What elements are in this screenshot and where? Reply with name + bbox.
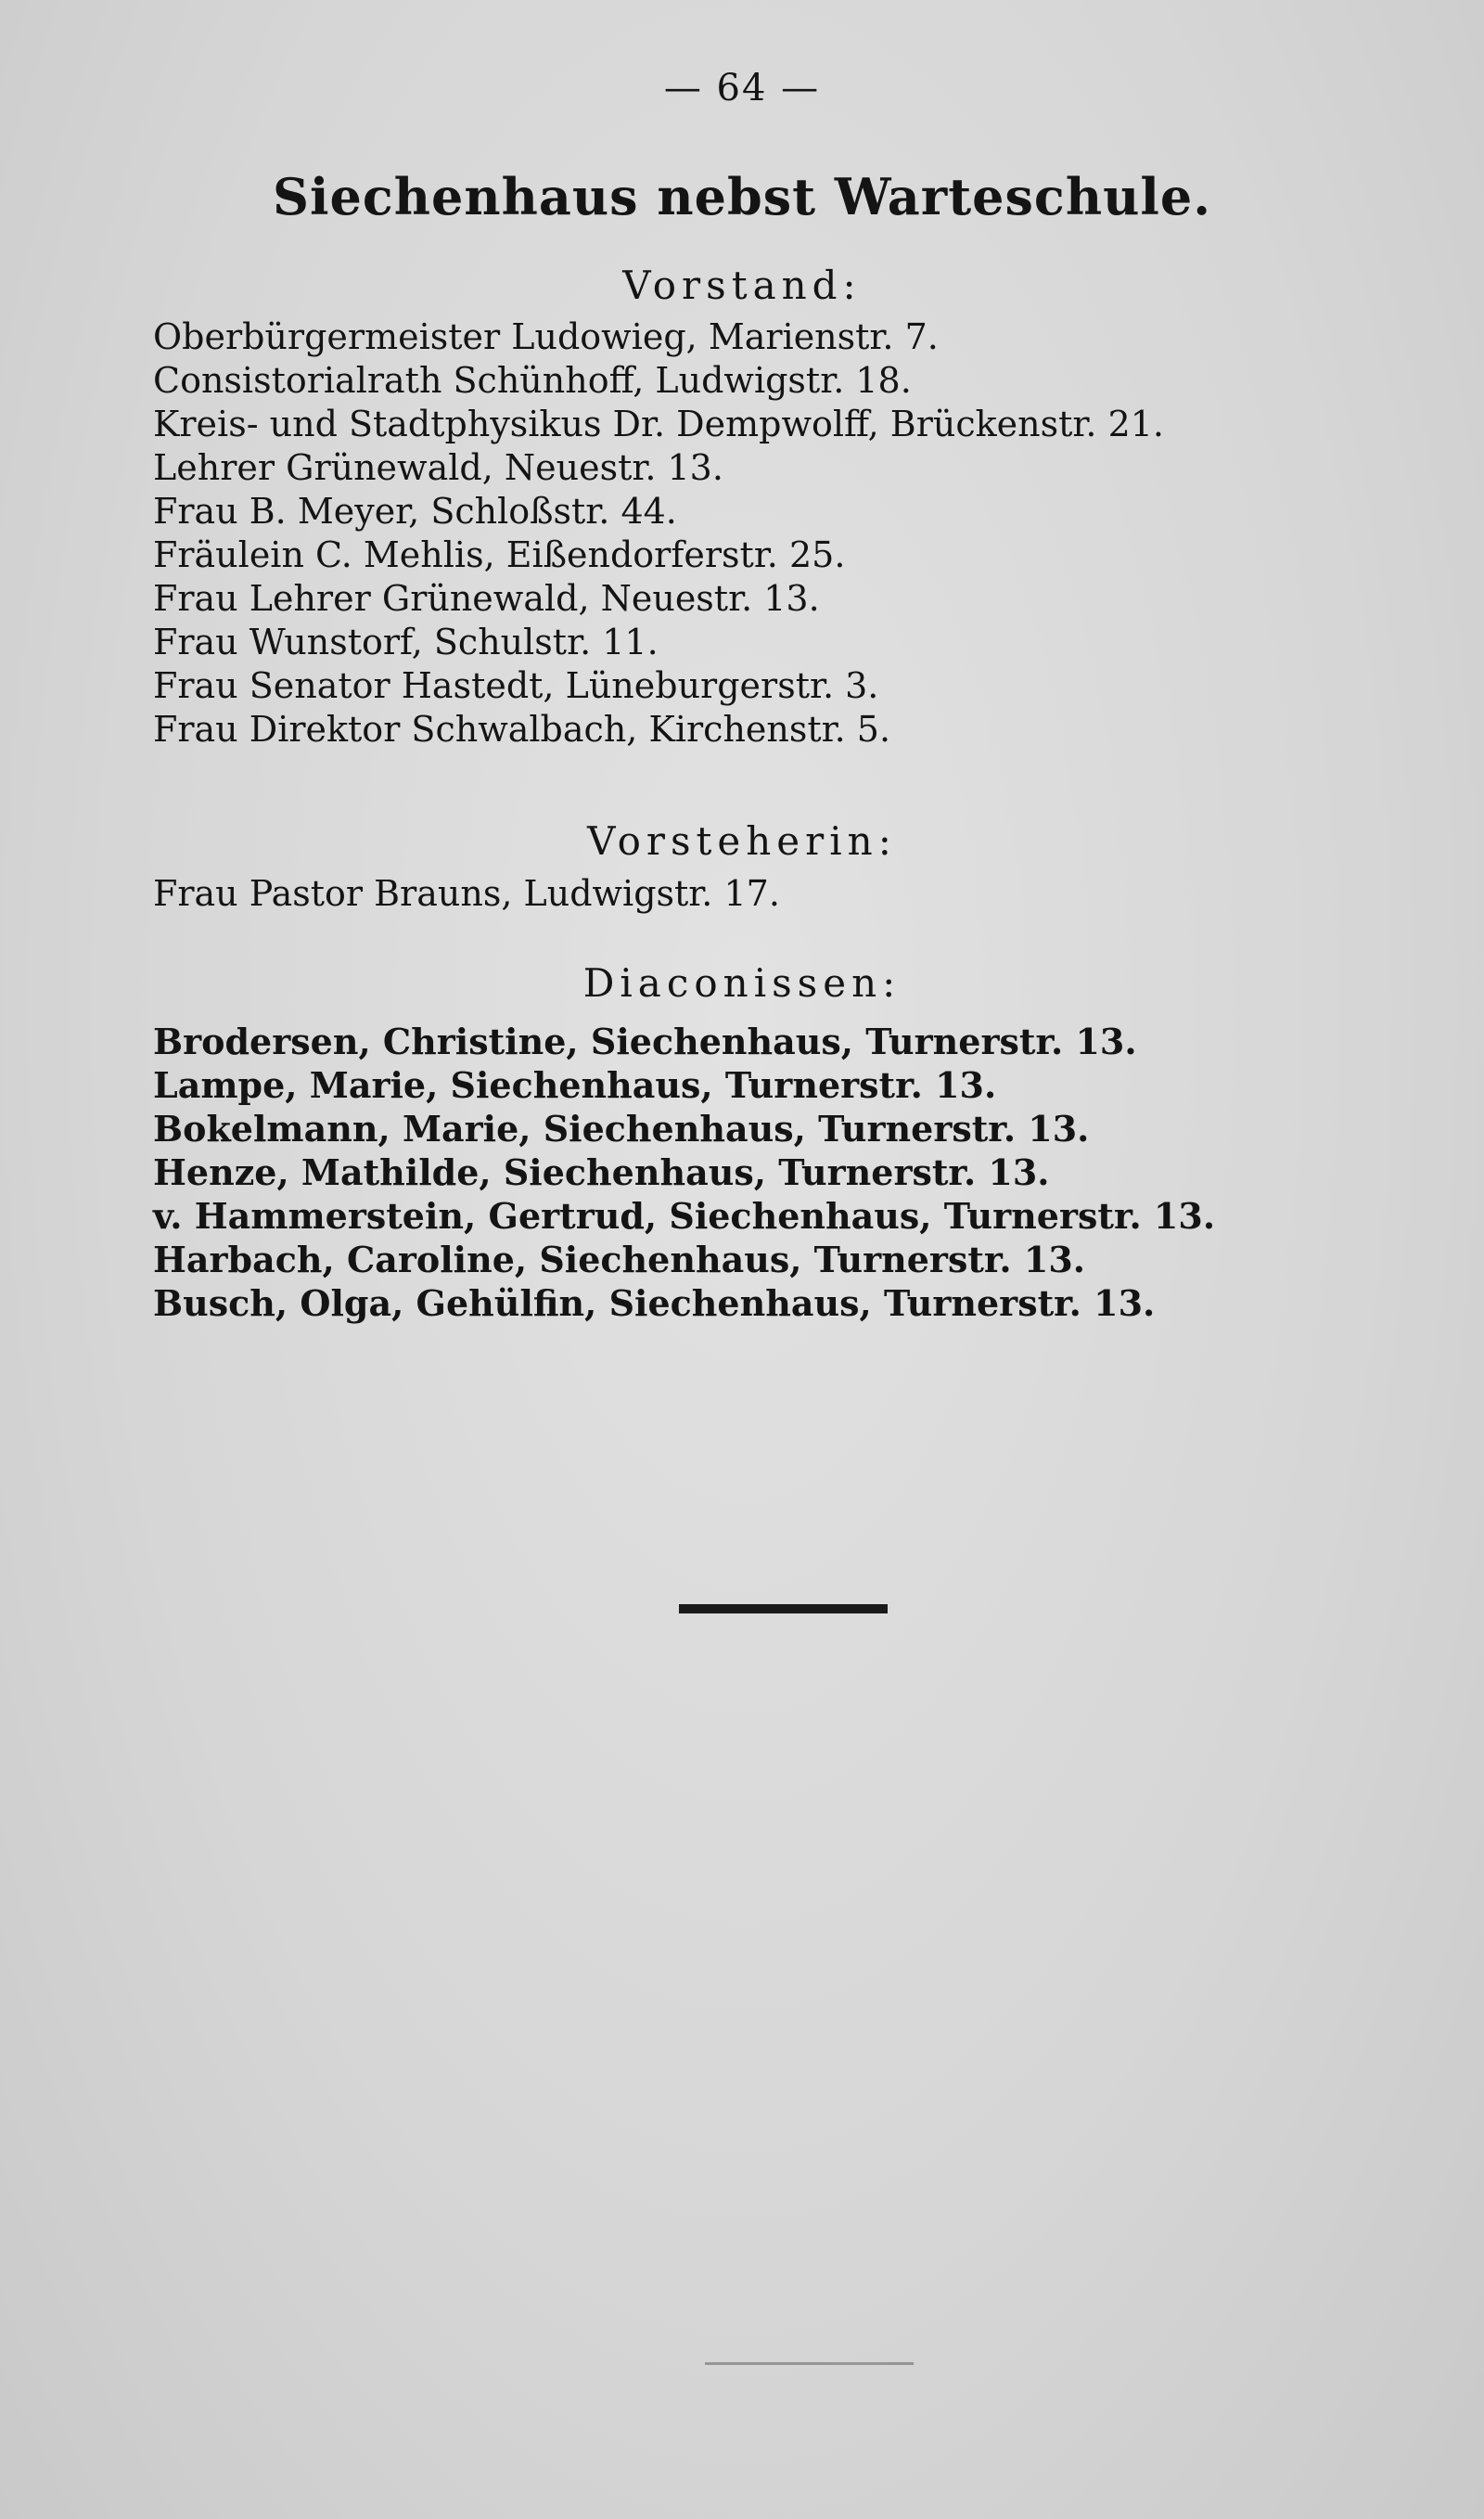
list-item: Busch, Olga, Gehülfin, Siechenhaus, Turnerstr. 13.: [153, 1282, 1156, 1324]
list-item: Brodersen, Christine, Siechenhaus, Turnerstr. 13.: [153, 1021, 1137, 1062]
list-item: Bokelmann, Marie, Siechenhaus, Turnerstr. 13.: [153, 1108, 1090, 1150]
list-item: Frau Lehrer Grünewald, Neuestr. 13.: [153, 578, 820, 619]
heading-vorsteherin: Vorsteherin:: [587, 818, 897, 864]
heading-diaconissen: Diaconissen:: [582, 960, 902, 1006]
list-item: Frau Senator Hastedt, Lüneburgerstr. 3.: [153, 665, 879, 706]
list-item: Consistorialrath Schünhoff, Ludwigstr. 18.: [153, 360, 912, 401]
list-item: Oberbürgermeister Ludowieg, Marienstr. 7.: [153, 316, 939, 357]
heading-vorstand: Vorstand:: [622, 263, 862, 308]
page-title: Siechenhaus nebst Warteschule.: [272, 167, 1212, 226]
list-item: Frau Direktor Schwalbach, Kirchenstr. 5.: [153, 709, 891, 750]
list-item: Frau B. Meyer, Schloßstr. 44.: [153, 491, 677, 532]
list-item: Frau Wunstorf, Schulstr. 11.: [153, 622, 659, 662]
bottom-divider: [705, 2362, 914, 2365]
list-vorstand: [153, 315, 1164, 752]
list-item: v. Hammerstein, Gertrud, Siechenhaus, Turnerstr. 13.: [153, 1195, 1216, 1237]
list-item: Henze, Mathilde, Siechenhaus, Turnerstr. 13.: [153, 1151, 1050, 1193]
list-item: Kreis- und Stadtphysikus Dr. Dempwolff, Brückenstr. 21.: [153, 404, 1164, 444]
list-diaconissen: [153, 1020, 1215, 1325]
divider-rule: [679, 1604, 888, 1613]
list-item: Fräulein C. Mehlis, Eißendorferstr. 25.: [153, 534, 846, 575]
list-item: Lehrer Grünewald, Neuestr. 13.: [153, 447, 723, 488]
list-item: Lampe, Marie, Siechenhaus, Turnerstr. 13.: [153, 1064, 997, 1106]
list-item: Harbach, Caroline, Siechenhaus, Turnerstr. 13.: [153, 1239, 1085, 1280]
page-number: — 64 —: [663, 67, 821, 109]
list-vorsteherin: [153, 872, 780, 916]
list-item: Frau Pastor Brauns, Ludwigstr. 17.: [153, 873, 780, 914]
